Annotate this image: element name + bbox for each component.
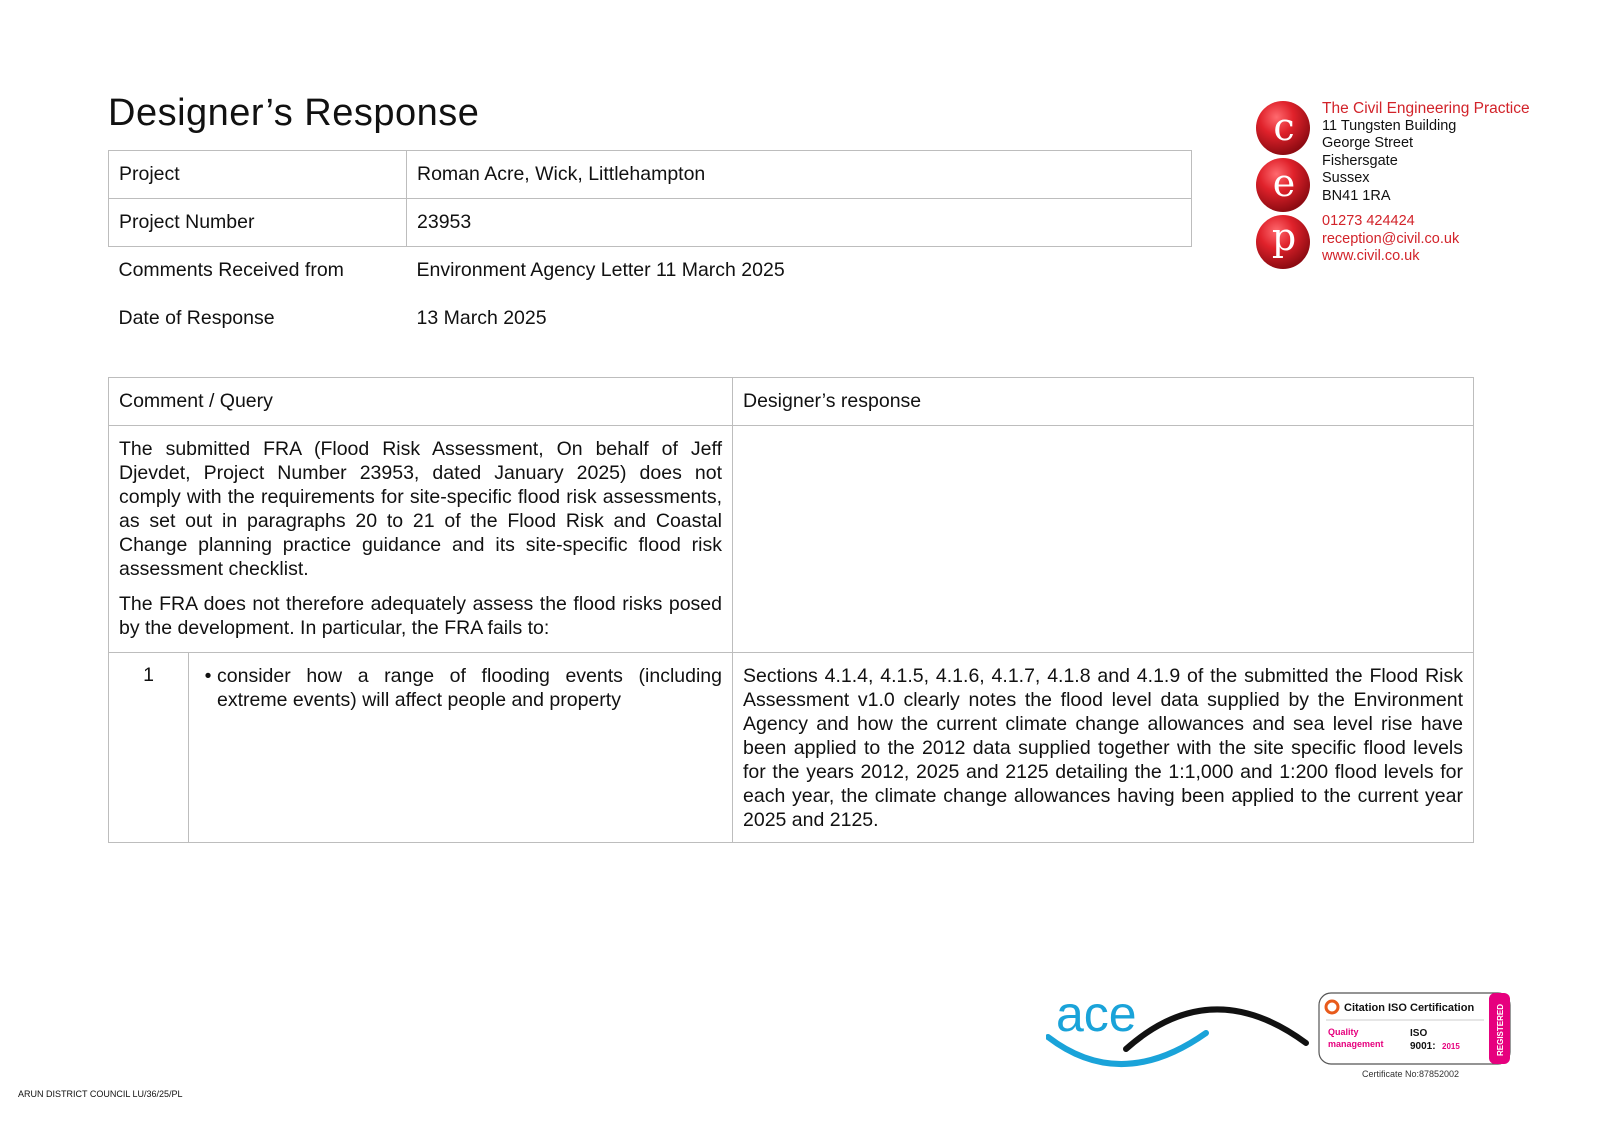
certificate-number: Certificate No:87852002 — [1362, 1069, 1460, 1079]
company-name: The Civil Engineering Practice — [1322, 100, 1530, 117]
header-comment-query: Comment / Query — [109, 378, 733, 426]
company-website: www.civil.co.uk — [1322, 248, 1420, 264]
iso-9001: 9001: — [1410, 1041, 1436, 1052]
cep-logo-letter: e — [1272, 161, 1296, 205]
ace-logo — [1046, 985, 1314, 1079]
info-value: Roman Acre, Wick, Littlehampton — [407, 151, 1192, 199]
iso-year: 2015 — [1442, 1042, 1460, 1051]
intro-paragraph: The submitted FRA (Flood Risk Assessment, On behalf of Jeff Djevdet, Project Number 23953, dated January 2025) does not comply with the requirements for site-specific flood risk assessments, as set out in paragraphs 20 to 21 of the Flood Risk and Coastal Change planning practice guidance and its site-specific flood risk assessment checklist. — [119, 438, 722, 580]
iso-certification-badge — [1318, 992, 1511, 1065]
bullet-icon: • — [204, 665, 212, 687]
item-comment — [189, 653, 733, 843]
project-info-table — [108, 150, 1192, 343]
cep-logo-letter: c — [1273, 105, 1295, 149]
intro-text — [109, 426, 733, 653]
info-row-date — [109, 295, 1192, 343]
comments-table — [108, 377, 1474, 843]
address-line: George Street — [1322, 135, 1414, 151]
ace-logo-black-swoosh — [1126, 1009, 1306, 1049]
address-line: 11 Tungsten Building — [1322, 117, 1457, 134]
iso-category: Quality management — [1328, 1027, 1384, 1049]
comments-table-header — [109, 378, 1474, 426]
info-row-project-number — [109, 199, 1192, 247]
company-phone: 01273 424424 — [1322, 213, 1415, 229]
intro-row — [109, 426, 1474, 653]
iso-registered: REGISTERED — [1496, 1003, 1505, 1056]
company-email: reception@civil.co.uk — [1322, 230, 1460, 247]
info-label: Project Number — [109, 199, 407, 247]
info-value: Environment Agency Letter 11 March 2025 — [416, 259, 785, 282]
item-comment-text: consider how a range of flooding events (including extreme events) will affect people and property — [217, 665, 722, 711]
info-row-comments-from — [109, 247, 1192, 295]
info-row-project — [109, 151, 1192, 199]
intro-response-empty — [733, 426, 1474, 653]
company-address-block — [1322, 100, 1530, 266]
info-value: 23953 — [407, 199, 1192, 247]
address-line: Fishersgate — [1322, 152, 1398, 169]
footer-reference: ARUN DISTRICT COUNCIL LU/36/25/PL — [18, 1089, 183, 1099]
info-label: Comments Received from — [118, 259, 344, 282]
info-label: Date of Response — [118, 307, 275, 329]
address-line: Sussex — [1322, 170, 1370, 186]
page-title: Designer’s Response — [108, 92, 480, 134]
item-number: 1 — [109, 653, 189, 843]
cep-logo-letter: p — [1271, 215, 1297, 259]
iso-standard: ISO — [1410, 1028, 1428, 1039]
info-label: Project — [109, 151, 407, 199]
iso-heading: Citation ISO Certification — [1344, 1002, 1475, 1014]
intro-paragraph: The FRA does not therefore adequately assess the flood risks posed by the development. In particular, the FRA fails to: — [119, 593, 722, 639]
address-line: BN41 1RA — [1322, 187, 1391, 204]
cep-logo — [1253, 100, 1317, 270]
item-response: Sections 4.1.4, 4.1.5, 4.1.6, 4.1.7, 4.1.8 and 4.1.9 of the submitted the Flood Risk Assessment v1.0 clearly notes the flood level data supplied by the Environment Agency and how the current climate change allowances and sea level rise have been applied to the 2012 data supplied together with the site specific flood levels for the years 2012, 2025 and 2125 detailing the 1:1,000 and 1:200 flood levels for each year, the climate change allowances having been applied to the current year 2025 and 2125. — [733, 653, 1474, 843]
ace-logo-text: ace — [1056, 986, 1137, 1042]
header-designers-response: Designer’s response — [733, 378, 1474, 426]
info-value: 13 March 2025 — [416, 307, 547, 329]
table-row — [109, 653, 1474, 843]
